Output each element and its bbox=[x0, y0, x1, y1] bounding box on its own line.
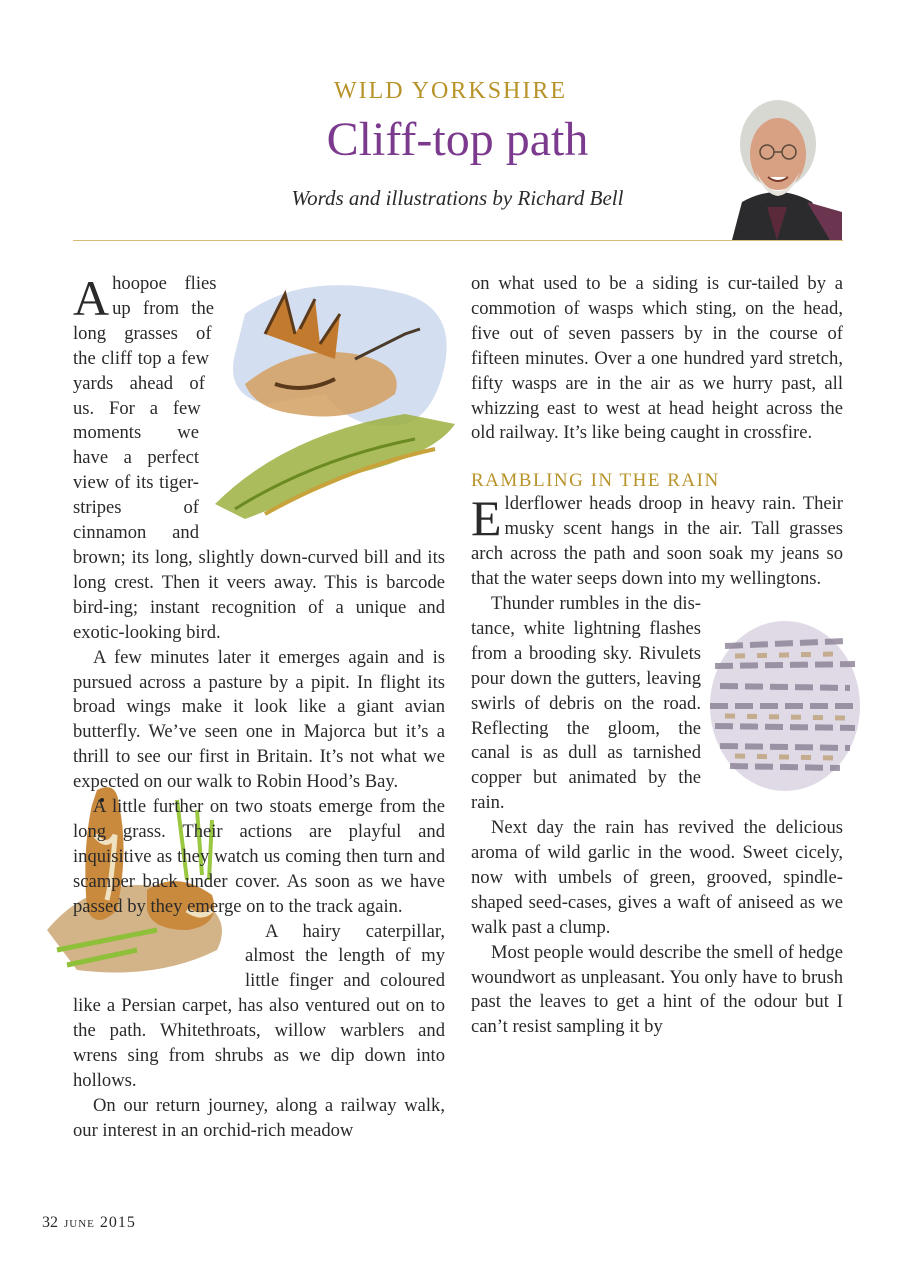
paragraph-2: A few minutes later it emerges again and is pursued across a pasture by a pipit. In flight its broad wings make it look like a giant avian butterfly. We’ve seen one in Majorca but it’s a thrill to see our first in Britain. It’s not what we expected on our walk to Robin Hood’s Bay. bbox=[73, 646, 445, 793]
left-column bbox=[73, 272, 445, 1144]
paragraph-7: lderflower heads droop in heavy rain. Their musky scent hangs in the air. Tall grasses arch across the path and soon soak my jeans so that the water seeps down into my wellingtons. bbox=[471, 493, 843, 590]
subheading-rain: RAMBLING IN THE RAIN bbox=[471, 470, 720, 492]
paragraph-3-lead bbox=[73, 795, 445, 920]
paragraph-6: on what used to be a siding is cur-tailed by a commotion of wasps which sting, on the head, five out of seven passers by in the course of fifteen minutes. Over a one hundred yard stretch, fifty wasps are in the air as we hurry past, all whizzing east to west at head height across the old railway. It’s like being caught in crossfire. bbox=[471, 273, 843, 444]
rain-cloud-illustration bbox=[705, 606, 865, 806]
paragraph-5: On our return journey, along a railway walk, our interest in an orchid-rich meadow bbox=[73, 1094, 445, 1141]
page-number: 32 bbox=[42, 1214, 58, 1231]
drop-cap-e: E bbox=[471, 490, 502, 547]
paragraph-3: A little further on two stoats emerge from the long grass. Their actions are playful and inquisitive as they watch us coming then turn and scamper back under cover. As soon as we have passed by they emerge on to the track again. bbox=[73, 796, 445, 917]
right-column bbox=[471, 272, 843, 1040]
page-footer bbox=[42, 1214, 136, 1232]
paragraph-4: A hairy caterpillar, almost the length of my little finger and coloured like a Persian carpet, has also ventured out on to the path. Whitethroats, willow warblers and wrens sing from shrubs as we dip down into hollows. bbox=[73, 920, 445, 1091]
issue-date: june 2015 bbox=[64, 1214, 136, 1231]
byline: Words and illustrations by Richard Bell bbox=[291, 186, 624, 210]
section-kicker: WILD YORKSHIRE bbox=[333, 78, 568, 104]
paragraph-9: Next day the rain has revived the delicious aroma of wild garlic in the wood. Sweet cicely, now with umbels of green, grooved, spindle-shaped seed-cases, gives a waft of aniseed as we walk past a clump. bbox=[471, 817, 843, 938]
article-title: Cliff-top path bbox=[326, 113, 589, 166]
paragraph-6-wrap bbox=[471, 272, 843, 446]
author-portrait bbox=[712, 82, 842, 240]
paragraph-1: hoopoe flies up from the long grasses of the cliff top a few yards ahead of us. For a few moments we have a perfect view of its tiger-stripes of cinnamon and brown; its long, slightly down-curved bill and its long crest. Then it veers away. This is barcode bird-ing; instant recognition of a unique and exotic-looking bird. bbox=[73, 273, 445, 643]
paragraph-10: Most people would describe the smell of hedge woundwort as unpleasant. You only have to brush past the leaves to get a hint of the odour but I can’t resist sampling it by bbox=[471, 941, 843, 1038]
drop-cap-a: A bbox=[73, 270, 110, 326]
hoopoe-illustration bbox=[205, 274, 475, 524]
header-rule bbox=[73, 240, 843, 241]
paragraph-8: Thunder rumbles in the dis-tance, white lightning flashes from a brooding sky. Rivulets pour down the gutters, leaving swirls of debris on the road. Reflecting the gloom, the canal is as dull as tarnished copper but animated by the rain. bbox=[471, 592, 701, 814]
